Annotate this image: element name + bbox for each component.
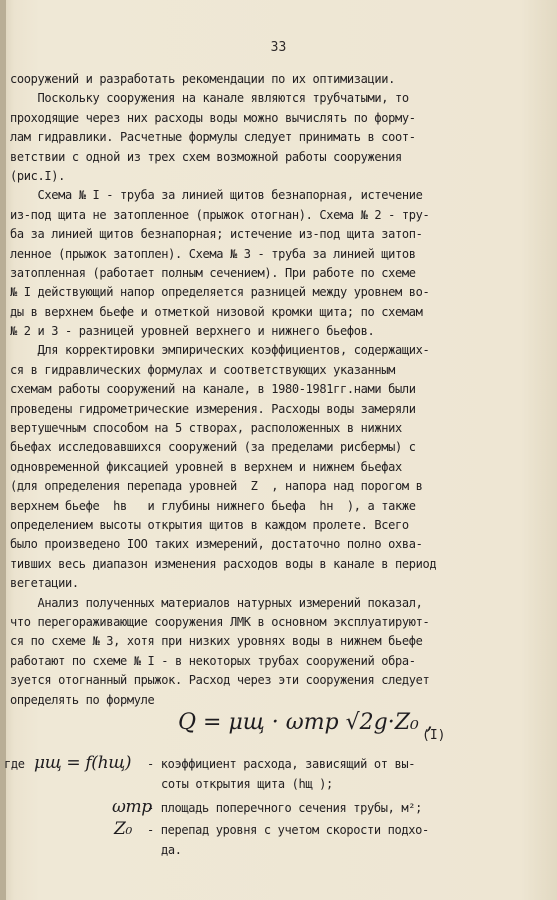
text-line: зуется отогнанный прыжок. Расход через эти сооружения следует xyxy=(10,673,430,688)
text-line: Поскольку сооружения на канале являются трубчатыми, то xyxy=(10,91,409,106)
text-line: схемам работы сооружений на канале, в 1980-1981гг.нами были xyxy=(10,382,416,397)
definition-row xyxy=(0,821,557,841)
text-line: ся по схеме № 3, хотя при низких уровнях воды в нижнем бьефе xyxy=(10,634,423,649)
definition-row xyxy=(0,799,557,819)
text-line: одновременной фиксацией уровней в верхнем и нижнем бьефах xyxy=(10,459,402,474)
equation-block xyxy=(0,700,557,760)
text-line: определением высоты открытия щитов в каждом пролете. Всего xyxy=(10,517,409,532)
text-line: из-под щита не затопленное (прыжок отогнан). Схема № 2 - тру- xyxy=(10,207,430,222)
discharge-formula: Q = μщ · ωтр √2g·Z₀ , xyxy=(178,710,433,735)
text-line: что перегораживающие сооружения ЛМК в основном эксплуатируют- xyxy=(10,614,430,629)
equation-number: (I) xyxy=(422,728,446,743)
definition-symbol: Z₀ xyxy=(114,819,132,839)
definition-text: - площадь поперечного сечения трубы, м²; xyxy=(147,801,422,815)
text-line: Анализ полученных материалов натурных измерений показал, xyxy=(10,595,423,610)
text-line: тивших весь диапазон изменения расходов воды в канале в период xyxy=(10,556,437,571)
text-line: сооружений и разработать рекомендации по их оптимизации. xyxy=(10,72,395,86)
text-line: лам гидравлики. Расчетные формулы следует принимать в соот- xyxy=(10,130,416,145)
text-line: № 2 и 3 - разницей уровней верхнего и нижнего бьефов. xyxy=(10,324,375,339)
text-line: № I действующий напор определяется разницей между уровнем во- xyxy=(10,285,430,300)
text-line: ды в верхнем бьефе и отметкой низовой кромки щита; по схемам xyxy=(10,304,423,319)
definition-symbol: ωтр xyxy=(112,797,152,817)
text-line: проведены гидрометрические измерения. Расходы воды замеряли xyxy=(10,401,416,416)
definition-text: - перепад уровня с учетом скорости подхо- xyxy=(147,823,429,837)
definition-text: да. xyxy=(161,843,182,857)
body-text xyxy=(10,70,550,710)
text-line: ветствии с одной из трех схем возможной работы сооружения xyxy=(10,149,402,164)
text-line: бьефах исследовавшихся сооружений (за пределами рисбермы) с xyxy=(10,440,416,455)
text-line: было произведено IOO таких измерений, достаточно полно охва- xyxy=(10,537,423,552)
text-line: ленное (прыжок затоплен). Схема № 3 - труба за линией щитов xyxy=(10,246,416,261)
text-line: ся в гидравлических формулах и соответствующих указанным xyxy=(10,362,395,377)
where-label: где xyxy=(4,757,25,771)
definition-row xyxy=(0,755,557,775)
definition-symbol: μщ = f(hщ) xyxy=(34,753,132,773)
text-line: ба за линией щитов безнапорная; истечение из-под щита затоп- xyxy=(10,227,423,242)
text-line: вегетации. xyxy=(10,576,79,591)
text-line: Для корректировки эмпирических коэффициентов, содержащих- xyxy=(10,343,430,358)
definition-text: - коэффициент расхода, зависящий от вы- xyxy=(147,757,416,771)
text-line: (рис.I). xyxy=(10,168,65,183)
page-number: 33 xyxy=(270,40,287,55)
text-line: определять по формуле xyxy=(10,692,155,707)
text-line: верхнем бьефе hв и глубины нижнего бьефа hн ), а также xyxy=(10,498,416,513)
text-line: проходящие через них расходы воды можно вычислять по форму- xyxy=(10,110,416,125)
definition-row xyxy=(0,775,557,795)
text-line: вертушечным способом на 5 створах, расположенных в нижних xyxy=(10,421,402,436)
definition-text: сoты открытия щита (hщ ); xyxy=(161,777,333,791)
text-line: работают по схеме № I - в некоторых трубах сооружений обра- xyxy=(10,653,416,668)
text-line: (для определения перепада уровней Z , напора над порогом в xyxy=(10,479,423,494)
definition-row xyxy=(0,841,557,861)
text-line: Схема № I - труба за линией щитов безнапорная, истечение xyxy=(10,188,423,203)
text-line: затопленная (работает полным сечением). При работе по схеме xyxy=(10,265,416,280)
